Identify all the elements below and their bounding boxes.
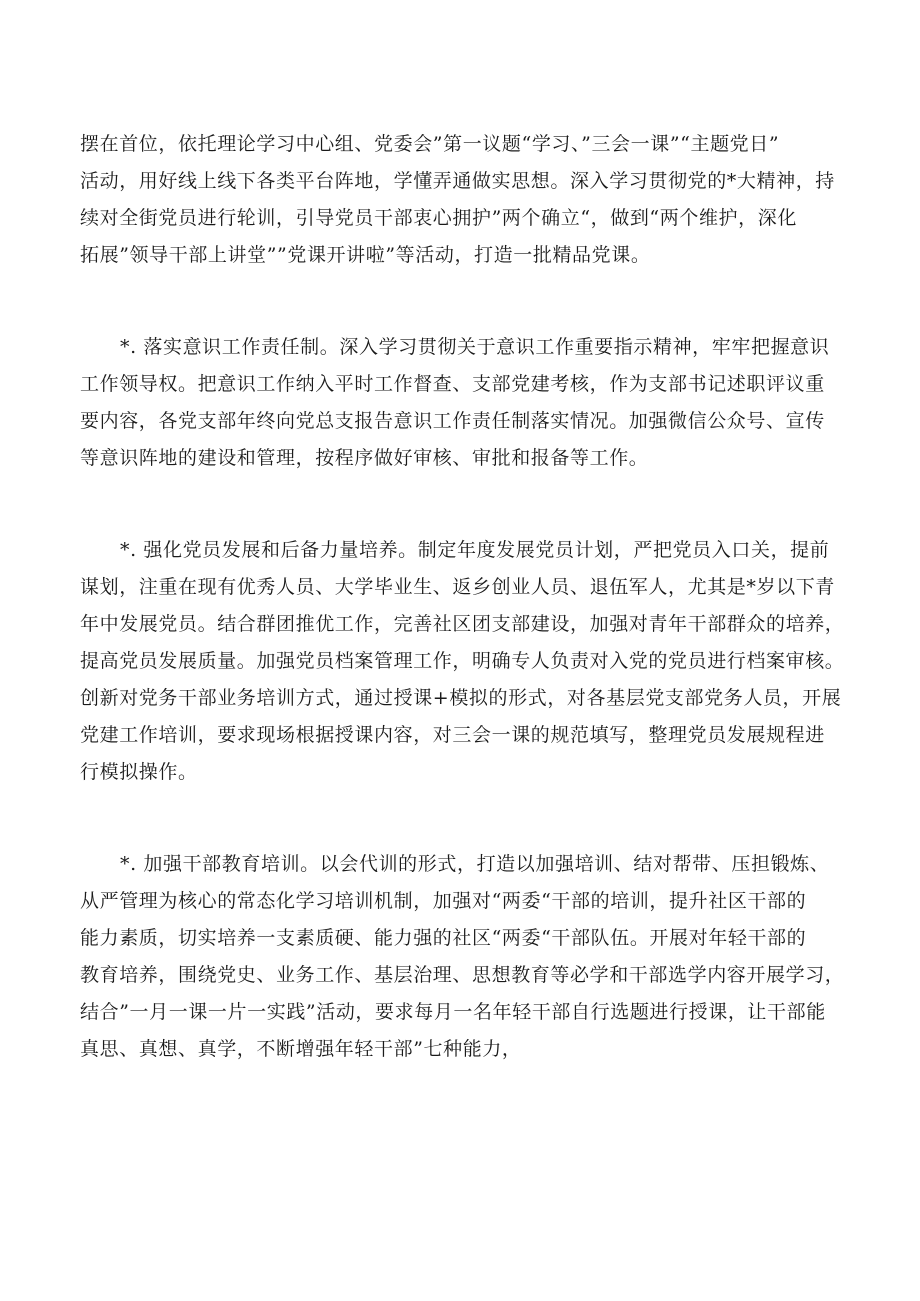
text-line: 从严管理为核心的常态化学习培训机制，加强对“两委“干部的培训，提升社区干部的: [80, 890, 807, 912]
text-line: 拓展”领导干部上讲堂””党课开讲啦”等活动，打造一批精品党课。: [80, 244, 651, 266]
text-line: 真思、真想、真学，不断增强年轻干部”七种能力，: [80, 1038, 522, 1060]
text-line: 等意识阵地的建设和管理，按程序做好审核、审批和报备等工作。: [80, 447, 649, 469]
text-line: 党建工作培训，要求现场根据授课内容，对三会一课的规范填写，整理党员发展规程进: [80, 724, 825, 746]
text-line: 活动，用好线上线下各类平台阵地，学懂弄通做实思想。深入学习贯彻党的*大精神，持: [80, 170, 835, 192]
text-line: 结合”一月一课一片一实践”活动，要求每月一名年轻干部自行选题进行授课，让干部能: [80, 1001, 826, 1023]
text-line: 摆在首位，依托理论学习中心组、党委会”第一议题“学习、”三会一课”“主题党日”: [80, 133, 780, 155]
text-line: 行模拟操作。: [80, 761, 198, 783]
paragraph-cadre-training: [80, 846, 850, 1068]
text-line: *. 加强干部教育培训。以会代训的形式，打造以加强培训、结对帮带、压担锻炼、: [120, 853, 830, 875]
text-line: 创新对党务干部业务培训方式，通过授课+模拟的形式，对各基层党支部党务人员，开展: [80, 687, 842, 709]
text-line: 谋划，注重在现有优秀人员、大学毕业生、返乡创业人员、退伍军人，尤其是*岁以下青: [80, 576, 835, 598]
paragraph-theory-study: [80, 126, 850, 274]
text-line: 教育培养，围绕党史、业务工作、基层治理、思想教育等必学和干部选学内容开展学习，: [80, 964, 845, 986]
text-line: *. 强化党员发展和后备力量培养。制定年度发展党员计划，严把党员入口关，提前: [120, 539, 830, 561]
text-line: 续对全街党员进行轮训，引导党员干部衷心拥护”两个确立“，做到“两个维护，深化: [80, 207, 797, 229]
text-line: 年中发展党员。结合群团推优工作，完善社区团支部建设，加强对青年干部群众的培养，: [80, 613, 845, 635]
text-line: 能力素质，切实培养一支素质硬、能力强的社区“两委“干部队伍。开展对年轻干部的: [80, 927, 807, 949]
text-line: *. 落实意识工作责任制。深入学习贯彻关于意识工作重要指示精神，牢牢把握意识: [120, 336, 830, 358]
text-line: 工作领导权。把意识工作纳入平时工作督查、支部党建考核，作为支部书记述职评议重: [80, 373, 825, 395]
paragraph-member-development: [80, 532, 850, 791]
text-line: 要内容，各党支部年终向党总支报告意识工作责任制落实情况。加强微信公众号、宣传: [80, 410, 825, 432]
paragraph-responsibility-system: [80, 329, 850, 477]
text-line: 提高党员发展质量。加强党员档案管理工作，明确专人负责对入党的党员进行档案审核。: [80, 650, 845, 672]
